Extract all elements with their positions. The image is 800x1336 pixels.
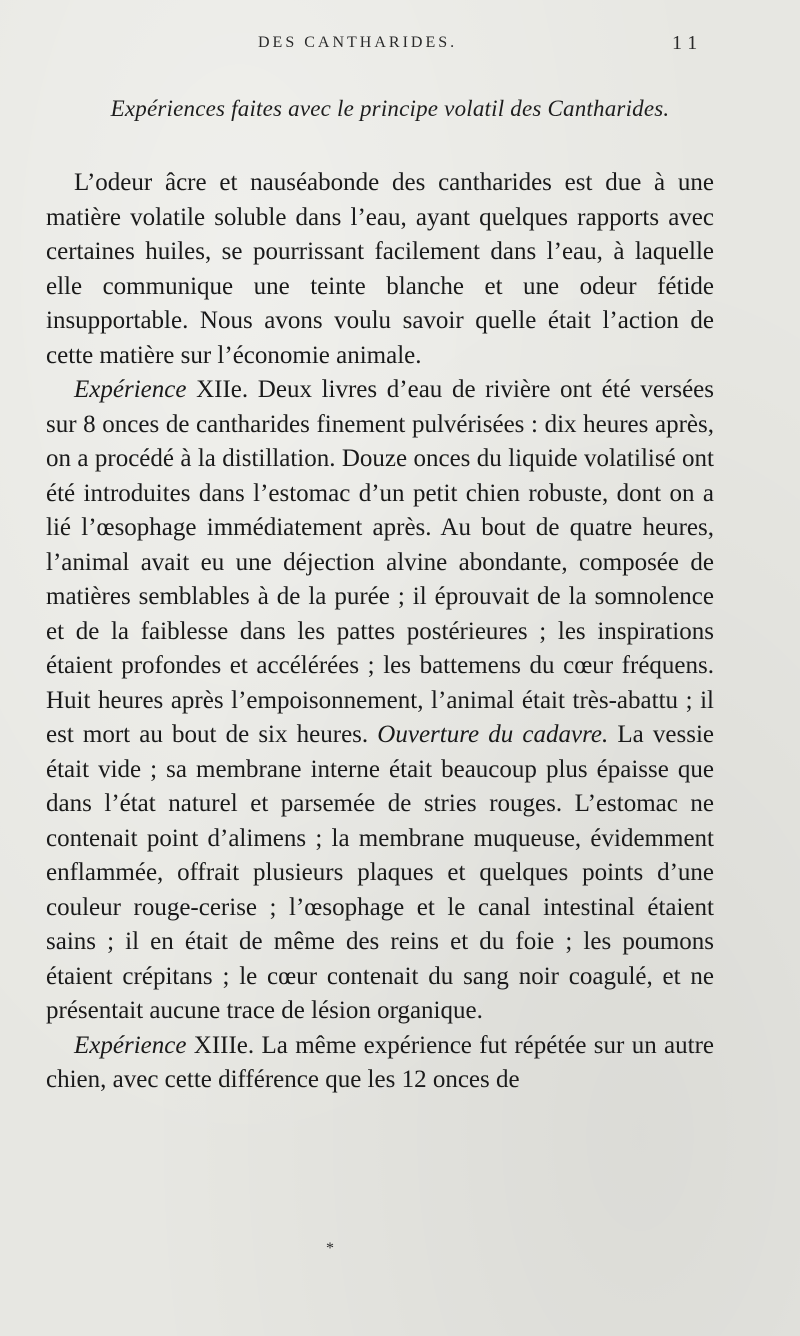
page-number: 11	[672, 32, 704, 54]
running-head	[0, 34, 800, 64]
paragraph-experience-13	[46, 1029, 714, 1098]
paragraph-intro: L’odeur âcre et nauséabonde des cantharides est due à une matière volatile soluble dans l’eau, ayant quelques rapports avec certaines huiles, se pourrissant facilement dans l’eau, à laquelle elle communique une teinte blanche et une odeur fétide insupportable. Nous avons voulu savoir quelle était l’action de cette matière sur l’économie animale.	[46, 169, 714, 369]
paragraph-experience-12	[46, 373, 714, 1029]
autopsy-label: Ouverture du cadavre.	[377, 721, 609, 748]
experience-text: La même expérience fut répétée sur un autre chien, avec cette différence que les 12 onces de	[46, 1031, 714, 1093]
experience-text: Deux livres d’eau de rivière ont été versées sur 8 onces de cantharides finement pulvérisées : dix heures après, on a procédé à la distillation. Douze onces du liquide volatilisé ont été introduites dans l’estomac d’un petit chien robuste, dont on a lié l’œsophage immédiatement après. Au bout de quatre heures, l’animal avait eu une déjection alvine abondante, composée de matières semblables à de la purée ; il éprouvait de la somnolence et de la faiblesse dans les pattes postérieures ; les inspirations étaient profondes et accélérées ; les battemens du cœur fréquens. Huit heures après l’empoisonnement, l’animal était très-abattu ; il est mort au bout de six heures.	[46, 376, 715, 748]
experience-label: Expérience	[74, 1031, 187, 1059]
signature-mark: *	[326, 1240, 334, 1257]
experience-label: Expérience	[74, 376, 187, 403]
experience-number: XIIe.	[196, 376, 249, 403]
running-title: DES CANTHARIDES.	[258, 34, 458, 51]
autopsy-text: La vessie était vide ; sa membrane interne était beaucoup plus épaisse que dans l’état naturel et parsemée de stries rouges. L’estomac ne contenait point d’alimens ; la membrane muqueuse, évidemment enflammée, offrait plusieurs plaques et quelques points d’une couleur rouge-cerise ; l’œsophage et le canal intestinal étaient sains ; il en était de même des reins et du foie ; les poumons étaient crépitans ; le cœur contenait du sang noir coagulé, et ne présentait aucune trace de lésion organique.	[46, 721, 714, 1024]
section-title: Expériences faites avec le principe volatil des Cantharides.	[110, 96, 670, 121]
experience-number: XIIIe.	[193, 1031, 255, 1059]
body-text	[46, 166, 714, 1098]
